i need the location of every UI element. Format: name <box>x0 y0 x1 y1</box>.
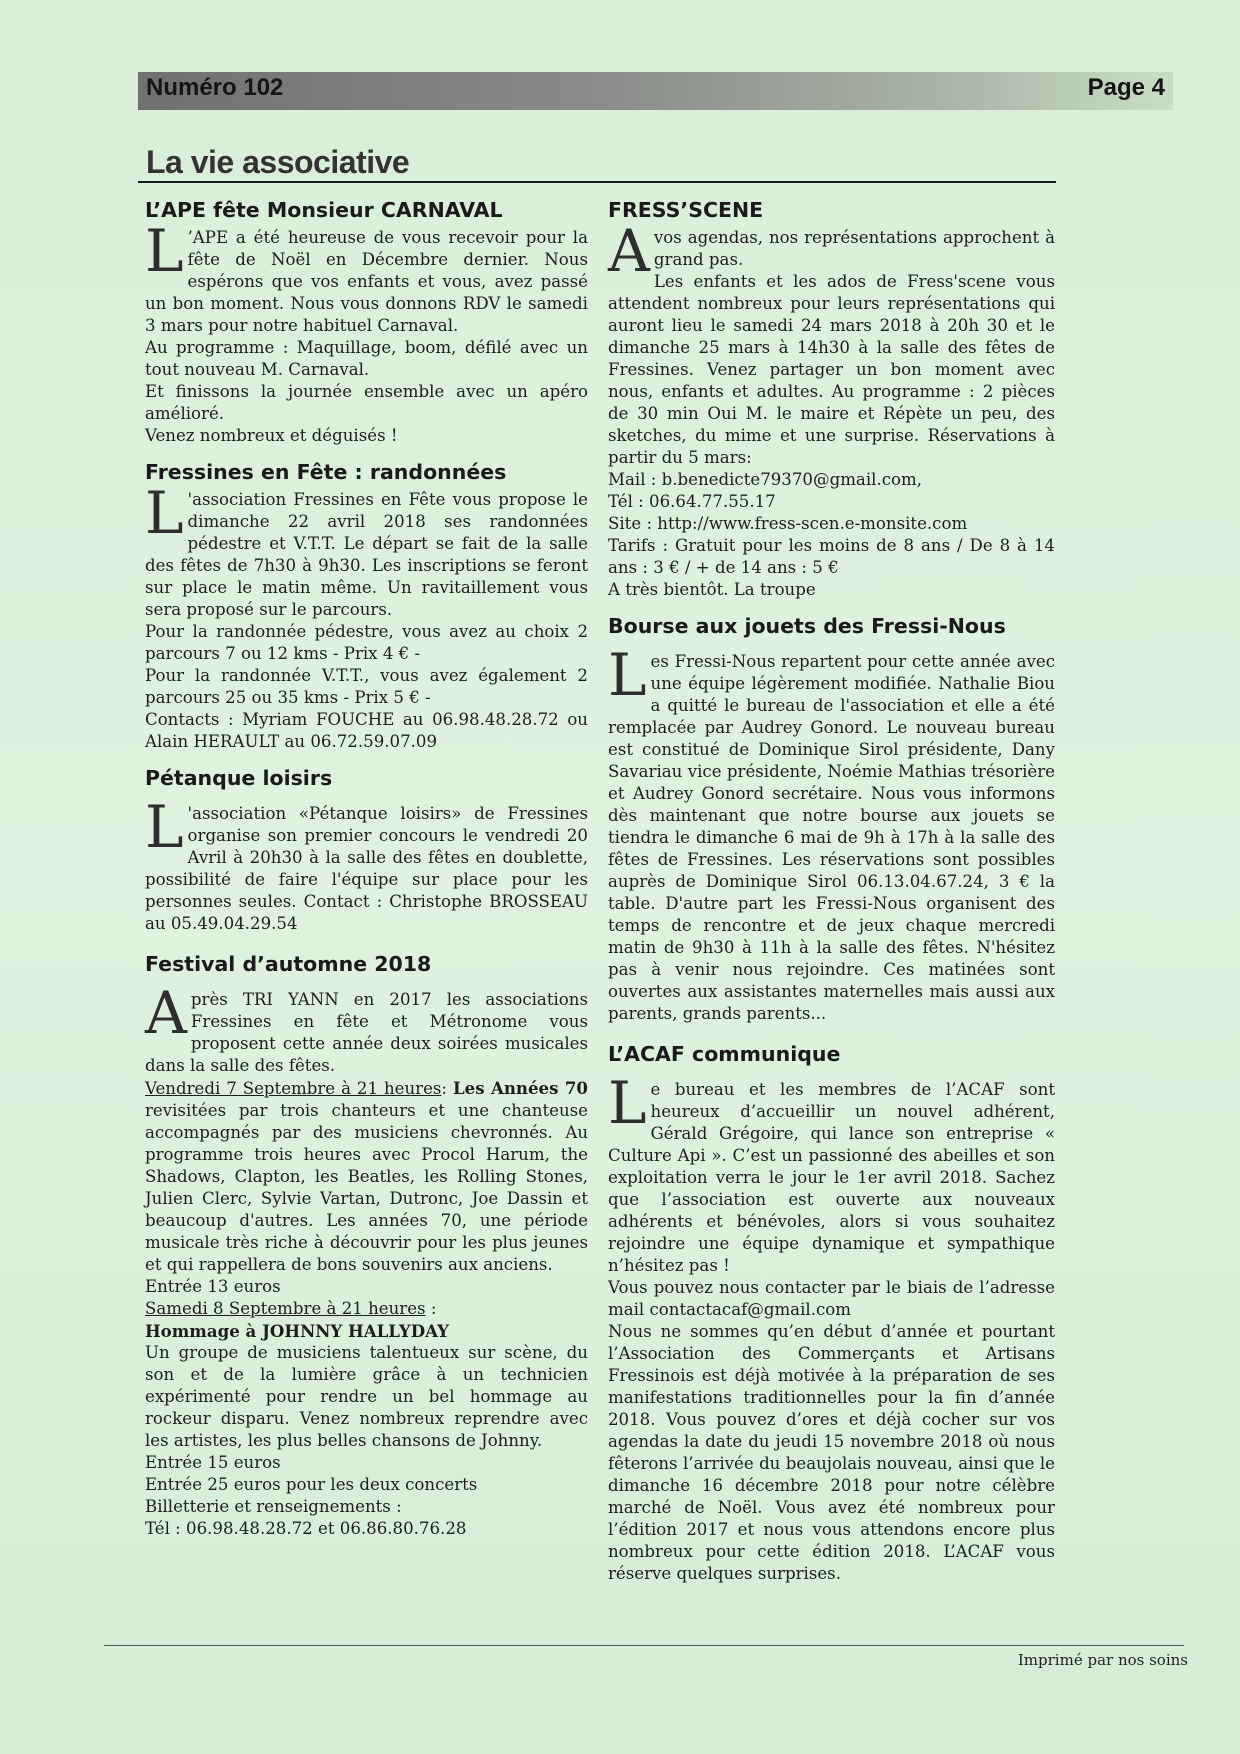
article-paragraph: Contacts : Myriam FOUCHE au 06.98.48.28.72 ou Alain HERAULT au 06.72.59.07.09 <box>145 710 588 751</box>
article-title: FRESS’SCENE <box>608 198 764 222</box>
article-title: Festival d’automne 2018 <box>145 952 432 976</box>
ticketing-phone: Tél : 06.98.48.28.72 et 06.86.80.76.28 <box>145 1519 467 1538</box>
article-title: Bourse aux jouets des Fressi-Nous <box>608 614 1006 638</box>
article-paragraph: Et finissons la journée ensemble avec un apéro amélioré. <box>145 382 588 423</box>
combined-price: Entrée 25 euros pour les deux concerts <box>145 1475 478 1494</box>
contact-mail: Mail : b.benedicte79370@gmail.com, <box>608 470 923 489</box>
article-paragraph: 'association Fressines en Fête vous propose le dimanche 22 avril 2018 ses randonnées pédestre et V.T.T. Le départ se fait de la salle des fêtes de 7h30 à 9h30. Les inscriptions se feront sur place le matin même. Un ravitaillement vous sera proposé sur le parcours. <box>145 490 588 619</box>
article-acaf <box>608 1039 1055 1585</box>
article-paragraph: Venez nombreux et déguisés ! <box>145 426 398 445</box>
page-number: Page 4 <box>1087 74 1165 101</box>
footer-credit: Imprimé par nos soins <box>1017 1651 1188 1669</box>
drop-cap: A <box>145 979 187 1047</box>
article-bourse-jouets <box>608 611 1055 1025</box>
article-paragraph: Pour la randonnée V.T.T., vous avez également 2 parcours 25 ou 35 kms - Prix 5 € - <box>145 666 588 707</box>
issue-number: Numéro 102 <box>146 74 284 101</box>
contact-phone: Tél : 06.64.77.55.17 <box>608 492 776 511</box>
article-petanque <box>145 763 588 935</box>
article-title: L’ACAF communique <box>608 1042 841 1066</box>
title-rule <box>138 181 1056 183</box>
drop-cap: L <box>145 217 184 285</box>
concert-title: Hommage à JOHNNY HALLYDAY <box>145 1321 449 1341</box>
drop-cap: L <box>145 793 184 861</box>
right-column <box>608 195 1055 1585</box>
drop-cap: L <box>145 479 184 547</box>
signature: A très bientôt. La troupe <box>608 580 816 599</box>
article-fressines-en-fete <box>145 457 588 753</box>
article-ape <box>145 195 588 447</box>
article-paragraph: e bureau et les membres de l’ACAF sont heureux d’accueillir un nouvel adhérent, Gérald Grégoire, qui lance son entreprise « Culture Api ». C’est un passionné des abeilles et son exploitation verra le jour le 1er avril 2018. Sachez que l’association est ouverte aux nouveaux adhérents et bénévoles, alors si vous souhaitez rejoindre une équipe dynamique et sympathique n’hésitez pas ! <box>608 1080 1055 1275</box>
concert-date: Vendredi 7 Septembre à 21 heures <box>145 1079 442 1098</box>
concert-description: revisitées par trois chanteurs et une chanteuse accompagnés par des musiciens chevronnés. Au programme trois heures avec Procol Harum, the Shadows, Clapton, les Beatles, les Rolling Stones, Julien Clerc, Sylvie Vartan, Dutronc, Joe Dassin et beaucoup d'autres. Les années 70, une période musicale très riche à découvrir pour les plus jeunes et qui rappellera de bons souvenirs aux anciens. <box>145 1101 588 1274</box>
concert-price: Entrée 13 euros <box>145 1277 281 1296</box>
drop-cap: A <box>608 217 650 285</box>
article-title: Fressines en Fête : randonnées <box>145 460 507 484</box>
concert-price: Entrée 15 euros <box>145 1453 281 1472</box>
article-paragraph: Nous ne sommes qu’en début d’année et pourtant l’Association des Commerçants et Artisans Fressinois est déjà motivée à la préparation de ses manifestations traditionnelles pour la fin d’année 2018. Vous pouvez d’ores et déjà cocher sur vos agendas la date du jeudi 15 novembre 2018 où nous fêterons l’arrivée du beaujolais nouveau, ainsi que le dimanche 16 décembre 2018 pour notre célèbre marché de Noël. Vous avez été nombreux pour l’édition 2017 et nous vous attendons encore plus nombreux pour cette édition 2018. L’ACAF vous réserve quelques surprises. <box>608 1322 1055 1583</box>
drop-cap: L <box>608 1069 647 1137</box>
article-paragraph: Au programme : Maquillage, boom, défilé avec un tout nouveau M. Carnaval. <box>145 338 588 379</box>
separator: : <box>425 1299 437 1318</box>
article-festival <box>145 949 588 1540</box>
contact-site: Site : http://www.fress-scen.e-monsite.com <box>608 514 968 533</box>
article-title: L’APE fête Monsieur CARNAVAL <box>145 198 503 222</box>
concert-date: Samedi 8 Septembre à 21 heures <box>145 1299 426 1318</box>
article-fress-scene <box>608 195 1055 601</box>
section-title: La vie associative <box>146 144 410 180</box>
pricing: Tarifs : Gratuit pour les moins de 8 ans / De 8 à 14 ans : 3 € / + de 14 ans : 5 € <box>608 536 1055 577</box>
article-paragraph: es Fressi-Nous repartent pour cette année avec une équipe légèrement modifiée. Nathalie Biou a quitté le bureau de l'association et elle a été remplacée par Audrey Gonord. Le nouveau bureau est constitué de Dominique Sirol présidente, Dany Savariau vice présidente, Noémie Mathias trésorière et Audrey Gonord secrétaire. Nous vous informons dès maintenant que notre bourse aux jouets se tiendra le dimanche 6 mai de 9h à 17h à la salle des fêtes de Fressines. Les réservations sont possibles auprès de Dominique Sirol 06.13.04.67.24, 3 € la table. D'autre part les Fressi-Nous organisent des temps de rencontre et de jeux chaque mercredi matin de 9h30 à 11h à la salle des fêtes. N'hésitez pas à venir nous rejoindre. Ces matinées sont ouvertes aux assistantes maternelles mais aussi aux parents, grands parents... <box>608 652 1055 1023</box>
article-title: Pétanque loisirs <box>145 766 333 790</box>
separator: : <box>441 1079 453 1098</box>
left-column <box>145 195 588 1540</box>
article-paragraph: près TRI YANN en 2017 les associations Fressines en fête et Métronome vous proposent cette année deux soirées musicales dans la salle des fêtes. <box>145 990 588 1075</box>
article-paragraph: Pour la randonnée pédestre, vous avez au choix 2 parcours 7 ou 12 kms - Prix 4 € - <box>145 622 588 663</box>
header-bar <box>138 72 1173 110</box>
concert-title: Les Années 70 <box>452 1078 588 1098</box>
footer-rule <box>104 1645 1184 1646</box>
article-paragraph: Vous pouvez nous contacter par le biais de l’adresse mail contactacaf@gmail.com <box>608 1278 1055 1319</box>
article-paragraph: 'association «Pétanque loisirs» de Fressines organise son premier concours le vendredi 20 Avril à 20h30 à la salle des fêtes en doublette, possibilité de faire l'équipe sur place pour les personnes seules. Contact : Christophe BROSSEAU au 05.49.04.29.54 <box>145 804 588 933</box>
drop-cap: L <box>608 641 647 709</box>
article-paragraph: vos agendas, nos représentations approchent à grand pas. <box>653 228 1055 269</box>
ticketing-info: Billetterie et renseignements : <box>145 1497 402 1516</box>
article-paragraph: Les enfants et les ados de Fress'scene vous attendent nombreux pour leurs représentations qui auront lieu le samedi 24 mars 2018 à 20h 30 et le dimanche 25 mars à 14h30 à la salle des fêtes de Fressines. Venez partager un bon moment avec nous, enfants et adultes. Au programme : 2 pièces de 30 min Oui M. le maire et Répète un peu, des sketches, du mime et une surprise. Réservations à partir du 5 mars: <box>608 272 1055 467</box>
article-paragraph: ’APE a été heureuse de vous recevoir pour la fête de Noël en Décembre dernier. Nous espérons que vos enfants et vous, avez passé un bon moment. Nous vous donnons RDV le samedi 3 mars pour notre habituel Carnaval. <box>145 228 588 335</box>
concert-description: Un groupe de musiciens talentueux sur scène, du son et de la lumière grâce à un technicien expérimenté pour rendre un bel hommage au rockeur disparu. Venez nombreux reprendre avec les artistes, les plus belles chansons de Johnny. <box>145 1343 588 1450</box>
